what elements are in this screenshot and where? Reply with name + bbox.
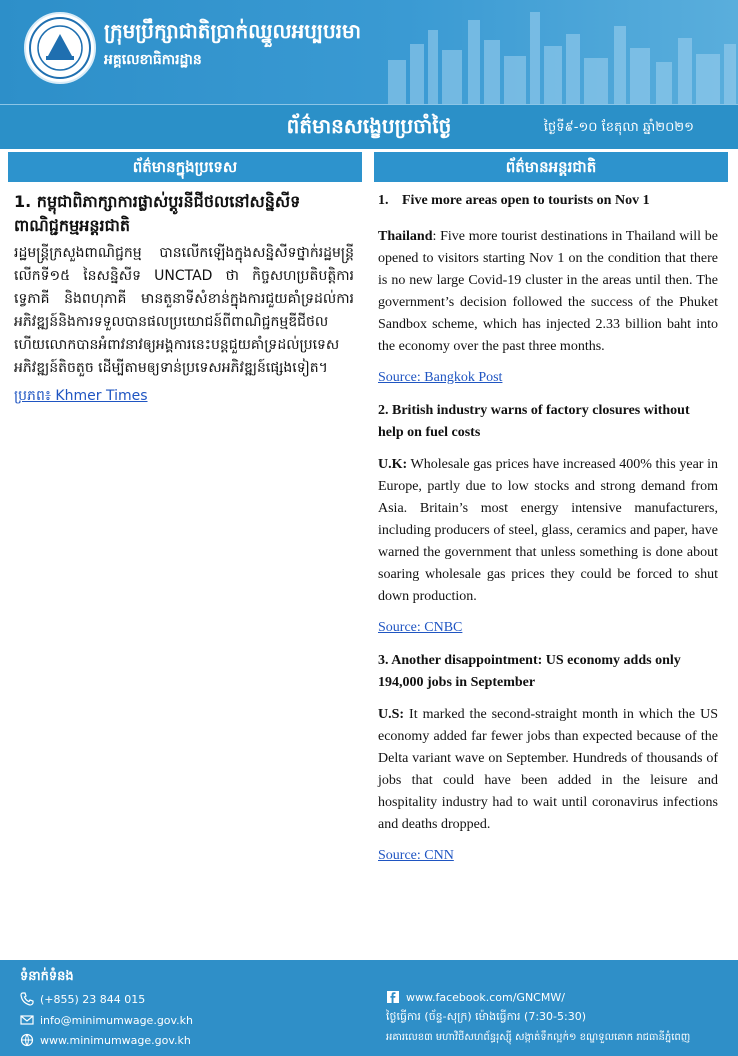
- contact-facebook: [386, 990, 565, 1004]
- news-item: [378, 650, 718, 878]
- news-item-title: [378, 400, 718, 444]
- website-link[interactable]: www.minimumwage.gov.kh: [40, 1033, 191, 1047]
- facebook-link[interactable]: www.facebook.com/GNCMW/: [406, 990, 565, 1004]
- local-news-body: រដ្ឋមន្ត្រីក្រសួងពាណិជ្ជកម្ម បានលើកឡើងក្នុងសន្និសីទថ្នាក់រដ្ឋមន្ត្រីលើកទី១៥ នៃសន្និសីទ UNCTAD ថា កិច្ចសហប្រតិបត្តិការទ្វេភាគី និងពហុភាគី មានតួនាទីសំខាន់ក្នុងការជួយគាំទ្រដល់ការអភិវឌ្ឍន៍និងការទទួលបានផលប្រយោជន៍ពីពាណិជ្ជកម្មឌីជីថល ហើយលោកបានអំពាវនាវឲ្យអង្គការនេះបន្តជួយគាំទ្រដល់ប្រទេសអភិវឌ្ឍន៍តិចតួច ដើម្បីតាមឲ្យទាន់ប្រទេសអភិវឌ្ឍន៍ផ្សេងទៀត។: [14, 245, 354, 376]
- news-item-text: : Five more tourist destinations in Thailand will be opened to visitors starting Nov 1 on the condition that there is no new large Covid-19 cluster in the areas until then. The government’s decision followed the success of the Phuket Sandbox scheme, which has injected 2.33 billion baht into the economy over the past three months.: [378, 229, 718, 354]
- page-header: [0, 0, 738, 104]
- title-bar: [0, 104, 738, 149]
- city-skyline-icon: [378, 0, 738, 104]
- email-link[interactable]: info@minimumwage.gov.kh: [40, 1013, 194, 1027]
- news-item-number: 2.: [378, 403, 389, 418]
- page-footer: [0, 960, 738, 1056]
- council-logo: [24, 12, 96, 84]
- news-item-text: Wholesale gas prices have increased 400% this year in Europe, partly due to low stocks and strong demand from Asia. Britain’s most energy intensive manufacturers, including producers of steel, glass, ceramics and paper, have warned the government that unless something is done about soaring wholesale gas prices they could be forced to shut down production.: [378, 457, 718, 604]
- contact-phone: [20, 992, 145, 1006]
- news-item-heading: Five more areas open to tourists on Nov 1: [402, 193, 650, 208]
- mail-icon: [20, 1013, 34, 1027]
- news-item: [378, 190, 718, 400]
- facebook-icon: [386, 990, 400, 1004]
- local-news-heading: ព័ត៌មានក្នុងប្រទេស: [8, 152, 362, 182]
- news-item-body: [378, 454, 718, 608]
- international-news-column: [378, 190, 718, 878]
- working-hours: ថ្ងៃធ្វើការ (ច័ន្ទ-សុក្រ) ម៉ោងធ្វើការ (7:30-5:30): [386, 1010, 586, 1023]
- news-item-number: 1.: [378, 193, 389, 208]
- contact-email: [20, 1013, 193, 1027]
- local-news-column: [14, 190, 354, 407]
- news-item-country: U.K:: [378, 457, 408, 472]
- phone-number: (+855) 23 844 015: [40, 992, 146, 1006]
- contact-heading: ទំនាក់ទំនង: [20, 969, 74, 984]
- news-item-heading: Another disappointment: US economy adds only 194,000 jobs in September: [378, 653, 681, 690]
- news-item-source-link[interactable]: Source: Bangkok Post: [378, 370, 503, 385]
- news-item-body: [378, 226, 718, 358]
- news-item-country: U.S:: [378, 707, 405, 722]
- local-news-title: 1. កម្ពុជាពិភាក្សាការផ្លាស់ប្តូរនីជីថលនៅសន្និសីទពាណិជ្ជកម្មអន្តរជាតិ: [14, 192, 301, 235]
- news-item-source-link[interactable]: Source: CNN: [378, 848, 454, 863]
- office-address: អគារលេខ៣ មហាវិថីសហព័ន្ធរុស្ស៊ី សង្កាត់ទឹកល្អក់១ ខណ្ឌទួលគោក រាជធានីភ្នំពេញ: [386, 1032, 691, 1043]
- news-item-country: Thailand: [378, 229, 433, 244]
- news-item-title: [378, 650, 718, 694]
- news-item-source-link[interactable]: Source: CNBC: [378, 620, 463, 635]
- globe-icon: [20, 1033, 34, 1047]
- news-item-text: It marked the second-straight month in which the US economy added far fewer jobs than expected because of the Delta variant wave on September. Hundreds of thousands of jobs that could have been added in the leisure and hospitality industry had to wait until coronavirus infections and deaths dropped.: [378, 707, 718, 832]
- publication-date: ថ្ងៃទី៩-១០ ខែតុលា ឆ្នាំ២០២១: [543, 120, 694, 135]
- phone-icon: [20, 992, 34, 1006]
- news-item-body: [378, 704, 718, 836]
- news-item: [378, 400, 718, 650]
- news-item-heading: British industry warns of factory closures without help on fuel costs: [378, 403, 690, 440]
- organization-name: ក្រុមប្រឹក្សាជាតិប្រាក់ឈ្នួលអប្បបរមា: [104, 19, 362, 43]
- contact-website: [20, 1033, 191, 1047]
- page-title: ព័ត៌មានសង្ខេបប្រចាំថ្ងៃ: [286, 114, 452, 138]
- organization-department: អគ្គលេខាធិការដ្ឋាន: [104, 52, 202, 68]
- news-item-title: [378, 190, 718, 212]
- news-item-number: 3.: [378, 653, 389, 668]
- local-news-source-link[interactable]: ប្រភព៖ Khmer Times: [14, 388, 148, 404]
- international-news-heading: ព័ត៌មានអន្តរជាតិ: [374, 152, 728, 182]
